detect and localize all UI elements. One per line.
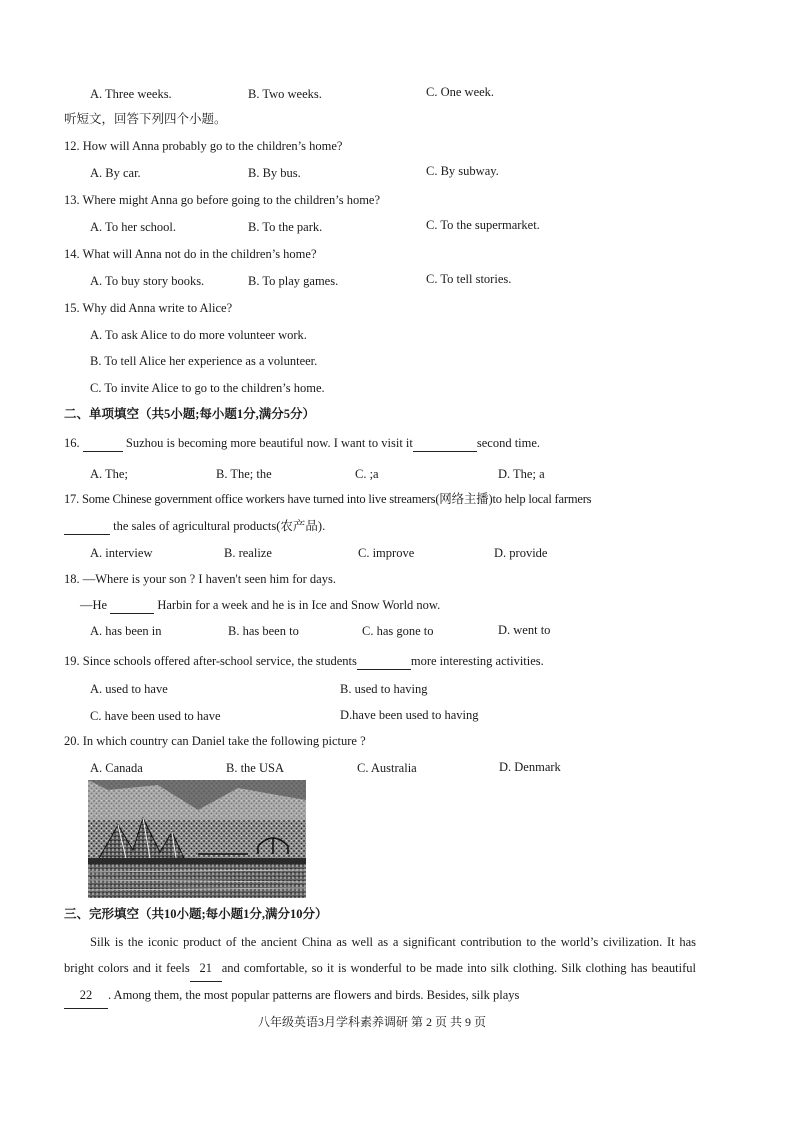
q15-option-c[interactable]: C. To invite Alice to go to the children’s home. bbox=[90, 381, 325, 395]
q12-option-c[interactable]: C. By subway. bbox=[426, 164, 499, 178]
q20-option-d[interactable]: D. Denmark bbox=[499, 760, 561, 774]
passage-text-2: and comfortable, so it is wonderful to be made into silk clothing. Silk clothing has beautiful bbox=[221, 961, 696, 975]
q20-stem: 20. In which country can Daniel take the following picture ? bbox=[64, 734, 366, 748]
q12-option-b[interactable]: B. By bus. bbox=[248, 166, 301, 180]
q17-option-d[interactable]: D. provide bbox=[494, 546, 548, 560]
listening-instruction: 听短文，回答下列四个小题。 bbox=[64, 112, 227, 126]
q17-text: the sales of agricultural products(农产品). bbox=[113, 519, 326, 533]
q19-stem bbox=[64, 653, 544, 670]
q19-text-1: 19. Since schools offered after-school service, the students bbox=[64, 654, 357, 668]
q11-option-b[interactable]: B. Two weeks. bbox=[248, 87, 322, 101]
q12-option-a[interactable]: A. By car. bbox=[90, 166, 141, 180]
q14-option-b[interactable]: B. To play games. bbox=[248, 274, 339, 288]
page-footer: 八年级英语3月学科素养调研 第 2 页 共 9 页 bbox=[258, 1015, 487, 1029]
q16-option-c[interactable]: C. ;a bbox=[355, 467, 379, 481]
cloze-passage bbox=[64, 929, 696, 1009]
q16-stem bbox=[64, 435, 540, 452]
passage-text-1: Silk is the iconic product of the ancient China as well as a significant contribution to the world’s civilization. It has bright colors and it feels bbox=[64, 935, 696, 975]
q18-option-c[interactable]: C. has gone to bbox=[362, 624, 434, 638]
q17-option-c[interactable]: C. improve bbox=[358, 546, 415, 560]
q19-text-2: more interesting activities. bbox=[410, 654, 544, 668]
q16-blank-2[interactable] bbox=[413, 435, 477, 452]
q18-option-b[interactable]: B. has been to bbox=[228, 624, 299, 638]
q16-option-d[interactable]: D. The; a bbox=[498, 467, 545, 481]
q14-option-c[interactable]: C. To tell stories. bbox=[426, 272, 512, 286]
q15-option-b[interactable]: B. To tell Alice her experience as a volunteer. bbox=[90, 354, 318, 368]
q11-option-a[interactable]: A. Three weeks. bbox=[90, 87, 172, 101]
passage-text-3: . Among them, the most popular patterns are flowers and birds. Besides, silk plays bbox=[108, 988, 520, 1002]
q15-stem: 15. Why did Anna write to Alice? bbox=[64, 301, 233, 315]
q19-option-d[interactable]: D.have been used to having bbox=[340, 708, 479, 722]
q16-text-2: second time. bbox=[476, 436, 541, 450]
q17-blank[interactable] bbox=[64, 518, 110, 535]
q17-stem-line1: 17. Some Chinese government office workers have turned into live streamers(网络主播)to help local farmers bbox=[64, 492, 592, 506]
q20-option-a[interactable]: A. Canada bbox=[90, 761, 143, 775]
q17-option-b[interactable]: B. realize bbox=[224, 546, 272, 560]
q18-option-a[interactable]: A. has been in bbox=[90, 624, 162, 638]
q13-option-c[interactable]: C. To the supermarket. bbox=[426, 218, 540, 232]
q14-option-a[interactable]: A. To buy story books. bbox=[90, 274, 205, 288]
blank-21[interactable]: 21 bbox=[190, 955, 222, 982]
q17-stem-line2 bbox=[64, 518, 325, 535]
q18-option-d[interactable]: D. went to bbox=[498, 623, 551, 637]
q18-stem: 18. —Where is your son ? I haven't seen him for days. bbox=[64, 572, 336, 586]
blank-22[interactable]: 22 bbox=[64, 982, 108, 1009]
q17-option-a[interactable]: A. interview bbox=[90, 546, 153, 560]
q19-option-c[interactable]: C. have been used to have bbox=[90, 709, 221, 723]
q18-reply-end: Harbin for a week and he is in Ice and Snow World now. bbox=[157, 598, 441, 612]
q19-option-b[interactable]: B. used to having bbox=[340, 682, 428, 696]
q11-option-c[interactable]: C. One week. bbox=[426, 85, 495, 99]
q16-option-b[interactable]: B. The; the bbox=[216, 467, 272, 481]
section-3-heading: 三、完形填空（共10小题;每小题1分,满分10分） bbox=[64, 907, 328, 921]
q13-stem: 13. Where might Anna go before going to the children’s home? bbox=[64, 193, 381, 207]
section-2-heading: 二、单项填空（共5小题;每小题1分,满分5分） bbox=[64, 407, 316, 421]
q16-number: 16. bbox=[64, 436, 80, 450]
q13-option-b[interactable]: B. To the park. bbox=[248, 220, 323, 234]
q16-blank-1[interactable] bbox=[83, 435, 123, 452]
q19-option-a[interactable]: A. used to have bbox=[90, 682, 168, 696]
q19-blank[interactable] bbox=[357, 653, 411, 670]
q16-option-a[interactable]: A. The; bbox=[90, 467, 128, 481]
q15-option-a[interactable]: A. To ask Alice to do more volunteer work. bbox=[90, 328, 307, 342]
q16-text-1: Suzhou is becoming more beautiful now. I want to visit it bbox=[125, 436, 413, 450]
q20-option-b[interactable]: B. the USA bbox=[226, 761, 284, 775]
q18-reply-start: —He bbox=[80, 598, 108, 612]
q12-stem: 12. How will Anna probably go to the children’s home? bbox=[64, 139, 343, 153]
sydney-opera-house-photo bbox=[88, 780, 306, 898]
q18-reply bbox=[80, 597, 440, 614]
q18-blank[interactable] bbox=[110, 597, 154, 614]
q13-option-a[interactable]: A. To her school. bbox=[90, 220, 177, 234]
q20-option-c[interactable]: C. Australia bbox=[357, 761, 417, 775]
q14-stem: 14. What will Anna not do in the children’s home? bbox=[64, 247, 317, 261]
